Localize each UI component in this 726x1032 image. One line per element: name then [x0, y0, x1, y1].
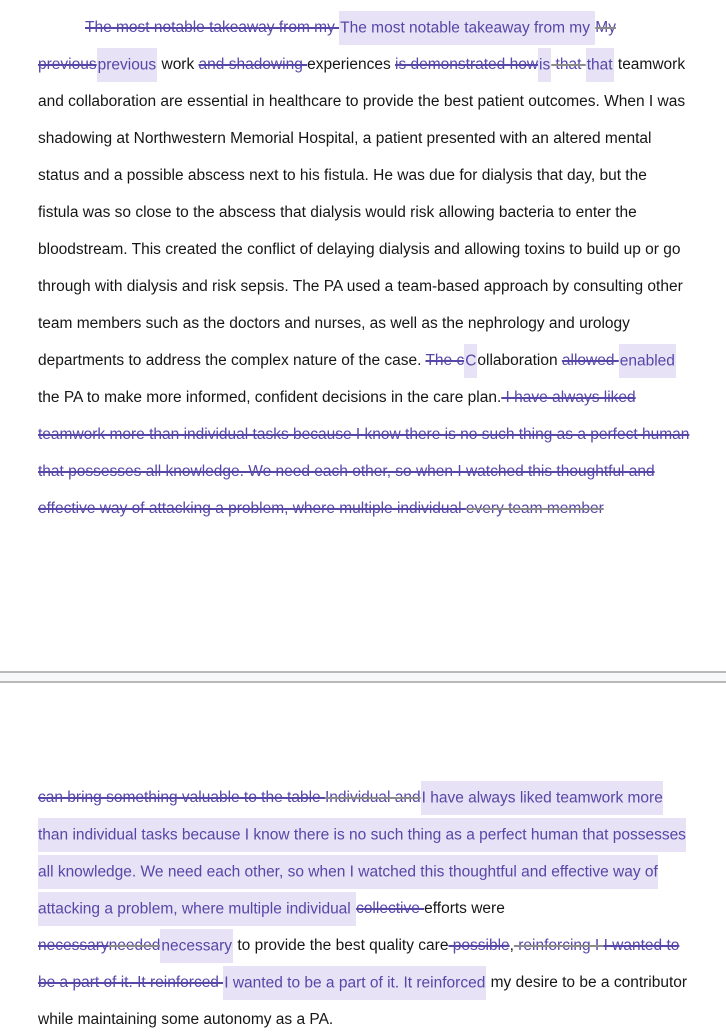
- body-text: efforts were: [424, 900, 505, 917]
- deleted-text-purple-strike: possible: [448, 937, 510, 954]
- deleted-text-purple-strike: The most notable takeaway from my: [85, 19, 340, 36]
- deleted-text-purple-strike: allowed: [561, 352, 619, 369]
- inserted-text-highlighted: necessary: [160, 929, 233, 963]
- body-text: my desire to be a contributor while maintaining some autonomy as a PA.: [38, 974, 688, 1028]
- deleted-text-gray-strike: Individual and: [324, 789, 421, 806]
- deleted-text-purple-strike: previous: [38, 56, 97, 73]
- deleted-text-purple-strike: The c: [425, 352, 465, 369]
- page-2[interactable]: [0, 683, 726, 1032]
- deleted-text-gray-strike: needed: [108, 937, 161, 954]
- deleted-text-gray-strike: that: [551, 56, 586, 73]
- deleted-text-purple-strike: is demonstrated how: [395, 56, 539, 73]
- deleted-text-gray-strike: My: [595, 19, 616, 36]
- paragraph-page-2[interactable]: [38, 779, 690, 1032]
- deleted-text-purple-strike: necessary: [38, 937, 109, 954]
- body-text: teamwork and collaboration are essential in healthcare to provide the best patient outcomes. When I was shadowing at Northwestern Memorial Hospital, a patient presented with an altered mental status and a possible abscess next to his fistula. He was due for dialysis that day, but the fistula was so close to the abscess that dialysis would risk allowing bacteria to enter the bloodstream. This created the conflict of delaying dialysis and allowing toxins to build up or go through with dialysis and risk sepsis. The PA used a team-based approach by consulting other team members such as the doctors and nurses, as well as the nephrology and urology departments to address the complex nature of the case.: [38, 56, 686, 369]
- body-text: the PA to make more informed, confident decisions in the care plan.: [38, 389, 502, 406]
- deleted-text-purple-strike: collective: [356, 900, 425, 917]
- inserted-text-highlighted: I wanted to be a part of it. It reinforced: [223, 966, 486, 1000]
- inserted-text-highlighted: C: [464, 344, 477, 378]
- deleted-text-purple-strike: I have always liked teamwork more than individual tasks because I know there is no such thing as a perfect human that possesses all knowledge. We need each other, so when I watched this thoughtful and effective way of attacking a problem, where multiple individual: [38, 389, 690, 517]
- body-text: to provide the best quality care: [233, 937, 449, 954]
- deleted-text-purple-strike: I wanted to be a part of it. It reinforced: [38, 937, 680, 991]
- inserted-text-highlighted: that: [586, 48, 614, 82]
- page-break-divider: [0, 671, 726, 683]
- inserted-text-highlighted: The most notable takeaway from my: [339, 11, 595, 45]
- deleted-text-gray-strike: every team member: [465, 500, 604, 517]
- deleted-text-gray-strike: reinforcing I: [513, 937, 604, 954]
- body-text: work: [157, 56, 199, 73]
- deleted-text-purple-strike: and shadowing: [198, 56, 308, 73]
- inserted-text-highlighted: I have always liked teamwork more than individual tasks because I know there is no such thing as a perfect human that possesses all knowledge. We need each other, so when I watched this thoughtful and effective way of attacking a problem, where multiple individual: [38, 781, 686, 926]
- body-text: experiences: [307, 56, 396, 73]
- inserted-text-highlighted: enabled: [619, 344, 676, 378]
- inserted-text-highlighted: is: [538, 48, 551, 82]
- paragraph-page-1[interactable]: [38, 9, 690, 527]
- body-text: ,: [509, 937, 514, 954]
- body-text: ollaboration: [477, 352, 562, 369]
- deleted-text-purple-strike: can bring something valuable to the table: [38, 789, 325, 806]
- inserted-text-highlighted: previous: [97, 48, 158, 82]
